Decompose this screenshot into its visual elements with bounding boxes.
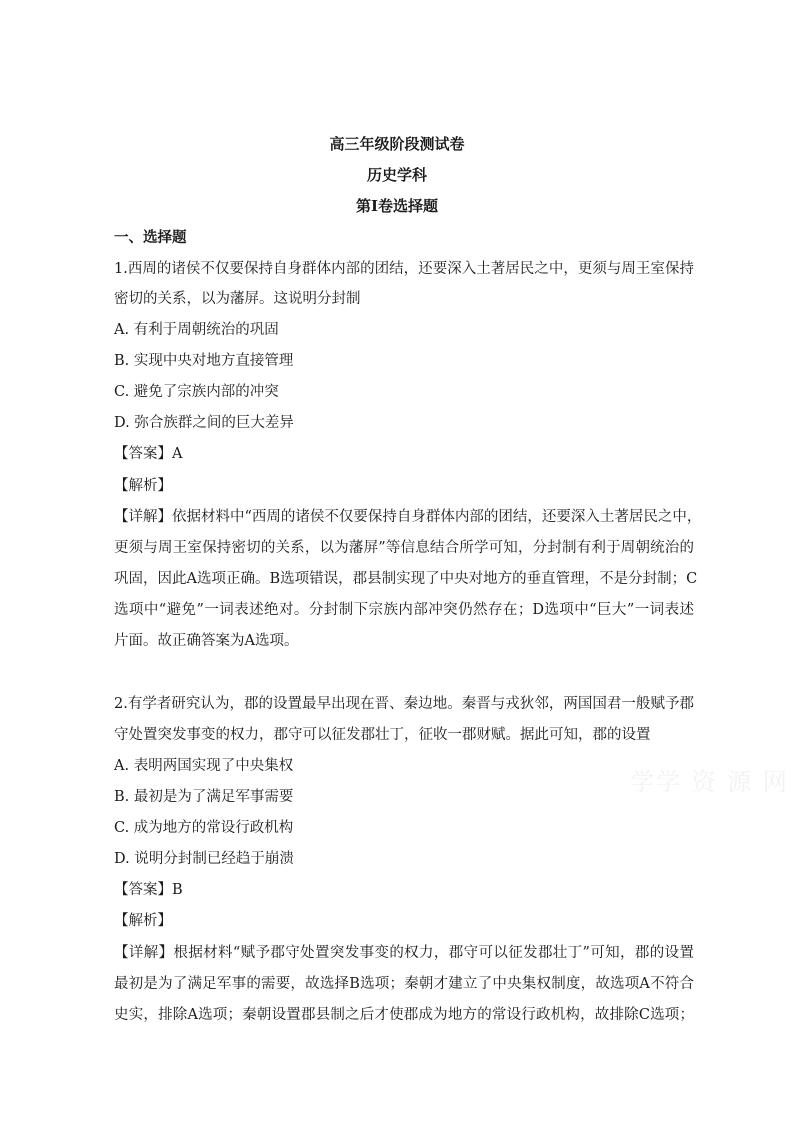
q2-answer: 【答案】B xyxy=(114,882,183,898)
exam-title: 高三年级阶段测试卷 xyxy=(329,135,465,153)
q1-detail-line-2: 更须与周王室保持密切的关系，以为藩屏”等信息结合所学可知，分封制有利于周朝统治的 xyxy=(114,540,694,556)
q1-option-b: B. 实现中央对地方直接管理 xyxy=(114,353,294,369)
q1-option-c: C. 避免了宗族内部的冲突 xyxy=(114,384,279,400)
q2-stem-line-1: 2.有学者研究认为，郡的设置最早出现在晋、秦边地。秦晋与戎狄邻，两国国君一般赋予郡 xyxy=(114,696,694,712)
q2-option-c: C. 成为地方的常设行政机构 xyxy=(114,820,294,836)
q2-option-a: A. 表明两国实现了中央集权 xyxy=(114,758,294,774)
q1-detail-line-1: 【详解】依据材料中“西周的诸侯不仅要保持自身群体内部的团结，还要深入土著居民之中， xyxy=(114,509,702,525)
q1-answer: 【答案】A xyxy=(114,446,183,462)
q1-option-d: D. 弥合族群之间的巨大差异 xyxy=(114,415,294,431)
q2-option-b: B. 最初是为了满足军事需要 xyxy=(114,789,294,805)
q2-option-d: D. 说明分封制已经趋于崩溃 xyxy=(114,851,294,867)
q2-detail-line-2: 最初是为了满足军事的需要，故选择B选项；秦朝才建立了中央集权制度，故选项A不符合 xyxy=(114,976,694,992)
watermark: 学学 资 源 网 xyxy=(630,768,789,796)
q1-detail-line-3: 巩固，因此A选项正确。B选项错误，郡县制实现了中央对地方的垂直管理，不是分封制；C xyxy=(114,571,698,587)
q1-detail-line-4: 选项中“避免”一词表述绝对。分封制下宗族内部冲突仍然存在；D选项中“巨大”一词表述 xyxy=(114,602,694,618)
section-heading: 一、选择题 xyxy=(114,229,187,246)
q1-detail-line-5: 片面。故正确答案为A选项。 xyxy=(114,633,299,649)
q2-detail-line-3: 史实，排除A选项；秦朝设置郡县制之后才使郡成为地方的常设行政机构，故排除C选项； xyxy=(114,1007,694,1023)
subject-title: 历史学科 xyxy=(366,166,427,184)
q1-stem-line-2: 密切的关系，以为藩屏。这说明分封制 xyxy=(114,291,361,307)
q2-analysis-label: 【解析】 xyxy=(114,913,172,929)
q1-stem-line-1: 1.西周的诸侯不仅要保持自身群体内部的团结，还要深入土著居民之中，更须与周王室保持 xyxy=(114,261,694,277)
q2-detail-line-1: 【详解】根据材料“赋予郡守处置突发事变的权力，郡守可以征发郡壮丁”可知，郡的设置 xyxy=(114,945,694,961)
q1-option-a: A. 有利于周朝统治的巩固 xyxy=(114,322,279,338)
q2-stem-line-2: 守处置突发事变的权力，郡守可以征发郡壮丁，征收一郡财赋。据此可知，郡的设置 xyxy=(114,727,651,743)
part-title: 第I卷选择题 xyxy=(355,197,439,215)
q1-analysis-label: 【解析】 xyxy=(114,478,172,494)
